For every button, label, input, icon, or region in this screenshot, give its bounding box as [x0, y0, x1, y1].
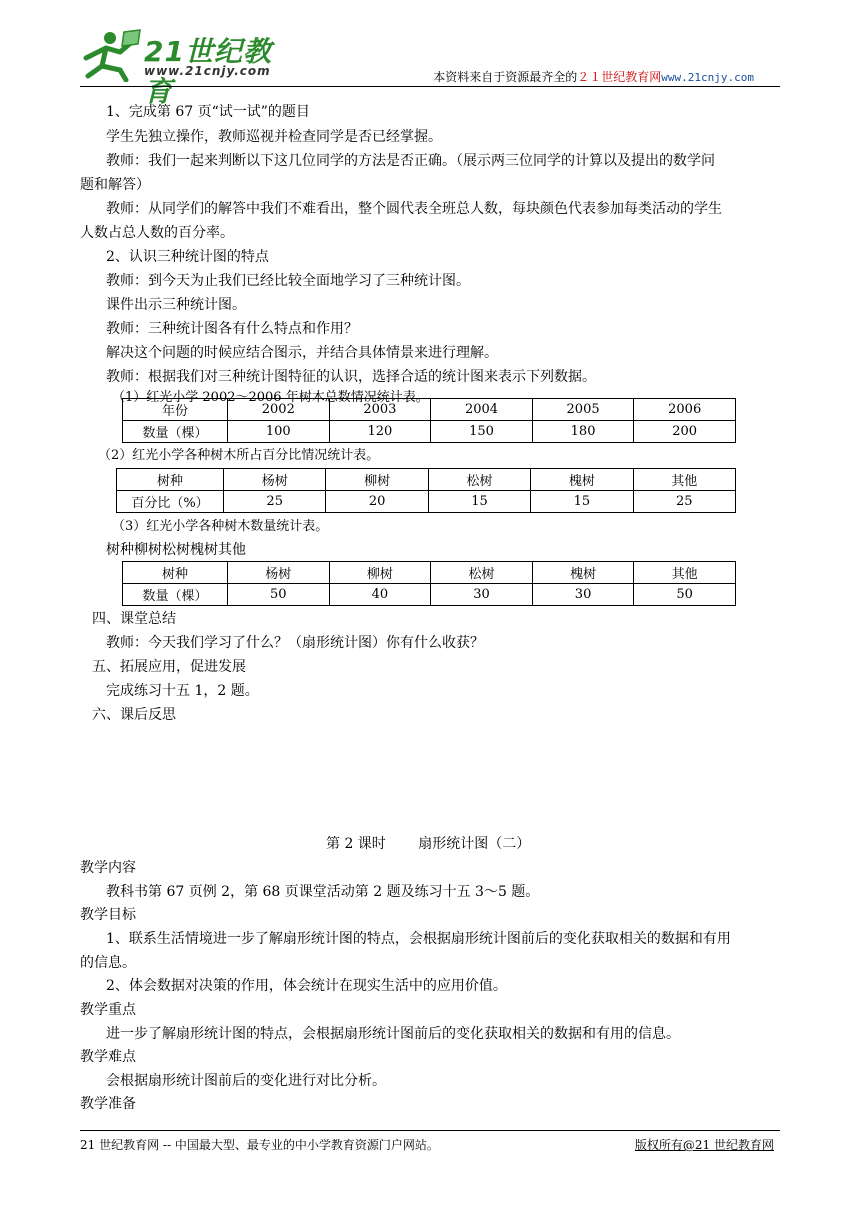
header-note-site[interactable]: ２１世纪教育网: [577, 70, 662, 84]
header-note-prefix: 本资料来自于资源最齐全的: [433, 70, 578, 84]
paragraph-line: 教师：三种统计图各有什么特点和作用？: [106, 321, 358, 337]
logo-url: www.21cnjy.com: [144, 64, 271, 78]
table-cell: 200: [634, 421, 736, 443]
table-tree-count: [122, 561, 736, 606]
table-cell: 180: [532, 421, 634, 443]
footer-divider: [80, 1130, 780, 1131]
paragraph-line: 课件出示三种统计图。: [106, 297, 246, 313]
paragraph-line: 教师：我们一起来判断以下这几位同学的方法是否正确。（展示两三位同学的计算以及提出的数学问: [106, 153, 715, 169]
header-note: [433, 68, 754, 85]
table-cell: 30: [431, 584, 533, 606]
paragraph-line: 题和解答）: [80, 177, 150, 193]
paragraph-line: 教科书第 67 页例 2，第 68 页课堂活动第 2 题及练习十五 3～5 题。: [106, 884, 540, 900]
section-heading: 教学准备: [80, 1096, 136, 1112]
table1-caption: （1）红光小学 2002～2006 年树木总数情况统计表。: [112, 390, 429, 405]
logo-text: 21世纪教育: [144, 35, 272, 108]
table-cell: 40: [329, 584, 431, 606]
table-cell: 其他: [633, 469, 735, 491]
paragraph-line: 会根据扇形统计图前后的变化进行对比分析。: [106, 1073, 386, 1089]
table-tree-totals: [122, 398, 736, 443]
table-cell: 数量（棵）: [123, 584, 228, 606]
table2-caption: （2）红光小学各种树木所占百分比情况统计表。: [98, 448, 380, 463]
table-cell: 树种: [117, 469, 224, 491]
paragraph-line: 2、认识三种统计图的特点: [106, 249, 269, 265]
table-cell: 杨树: [228, 562, 330, 584]
table-cell: 其他: [634, 562, 736, 584]
table-cell: 2005: [532, 399, 634, 421]
table-row: [123, 421, 736, 443]
table-cell: 百分比（%）: [117, 491, 224, 513]
table-cell: 2003: [329, 399, 431, 421]
table-cell: 50: [634, 584, 736, 606]
table-row: [117, 491, 736, 513]
table-cell: 25: [224, 491, 326, 513]
table-cell: 15: [428, 491, 530, 513]
table-cell: 松树: [431, 562, 533, 584]
table3-caption: （3）红光小学各种树木数量统计表。: [112, 519, 329, 534]
paragraph-line: 2、体会数据对决策的作用，体会统计在现实生活中的应用价值。: [106, 978, 507, 994]
section-heading: 六、课后反思: [92, 707, 176, 723]
section-heading: 教学内容: [80, 860, 136, 876]
paragraph-line: 教师：到今天为止我们已经比较全面地学习了三种统计图。: [106, 273, 470, 289]
footer-text: 21 世纪教育网 -- 中国最大型、最专业的中小学教育资源门户网站。: [80, 1138, 439, 1152]
paragraph-line: 解决这个问题的时候应结合图示，并结合具体情景来进行理解。: [106, 345, 498, 361]
table-cell: 松树: [428, 469, 530, 491]
table-row: [123, 562, 736, 584]
table3-subline: 树种柳树松树槐树其他: [106, 542, 246, 558]
footer-copyright-link[interactable]: 版权所有@21 世纪教育网: [634, 1138, 774, 1152]
section-heading: 教学难点: [80, 1049, 136, 1065]
paragraph-line: 教师：今天我们学习了什么？（扇形统计图）你有什么收获？: [106, 635, 484, 651]
header-note-url[interactable]: www.21cnjy.com: [661, 71, 754, 84]
table-cell: 100: [228, 421, 330, 443]
paragraph-line: 1、联系生活情境进一步了解扇形统计图的特点，会根据扇形统计图前后的变化获取相关的数据和有用: [106, 931, 731, 947]
table-cell: 柳树: [329, 562, 431, 584]
paragraph-line: 学生先独立操作，教师巡视并检查同学是否已经掌握。: [106, 129, 442, 145]
section-heading: 五、拓展应用，促进发展: [92, 659, 246, 675]
header-divider: [80, 86, 780, 87]
paragraph-line: 教师：从同学们的解答中我们不难看出，整个圆代表全班总人数，每块颜色代表参加每类活动的学生: [106, 201, 722, 217]
table-cell: 槐树: [532, 562, 634, 584]
section-heading: 四、课堂总结: [92, 611, 176, 627]
table-cell: 2002: [228, 399, 330, 421]
paragraph-line: 教师：根据我们对三种统计图特征的认识，选择合适的统计图来表示下列数据。: [106, 369, 596, 385]
table-cell: 树种: [123, 562, 228, 584]
table-cell: 2006: [634, 399, 736, 421]
table-cell: 30: [532, 584, 634, 606]
table-cell: 年份: [123, 399, 228, 421]
table-cell: 150: [431, 421, 533, 443]
paragraph-line: 的信息。: [80, 955, 136, 971]
table-cell: 25: [633, 491, 735, 513]
site-logo: [80, 28, 280, 108]
table-tree-percent: [116, 468, 736, 513]
paragraph-line: 人数占总人数的百分率。: [80, 225, 234, 241]
table-cell: 50: [228, 584, 330, 606]
table-cell: 柳树: [326, 469, 428, 491]
runner-logo-icon: [80, 28, 144, 82]
table-cell: 杨树: [224, 469, 326, 491]
table-cell: 120: [329, 421, 431, 443]
table-cell: 15: [531, 491, 633, 513]
section-heading: 教学重点: [80, 1002, 136, 1018]
paragraph-line: 1、完成第 67 页“试一试”的题目: [106, 104, 310, 120]
table-cell: 槐树: [531, 469, 633, 491]
table-cell: 2004: [431, 399, 533, 421]
section-heading: 教学目标: [80, 907, 136, 923]
table-cell: 20: [326, 491, 428, 513]
table-cell: 数量（棵）: [123, 421, 228, 443]
table-row: [123, 399, 736, 421]
lesson-title: 第 2 课时 扇形统计图（二）: [326, 836, 531, 852]
table-row: [117, 469, 736, 491]
table-row: [123, 584, 736, 606]
paragraph-line: 进一步了解扇形统计图的特点，会根据扇形统计图前后的变化获取相关的数据和有用的信息。: [106, 1026, 680, 1042]
paragraph-line: 完成练习十五 1，2 题。: [106, 683, 259, 699]
